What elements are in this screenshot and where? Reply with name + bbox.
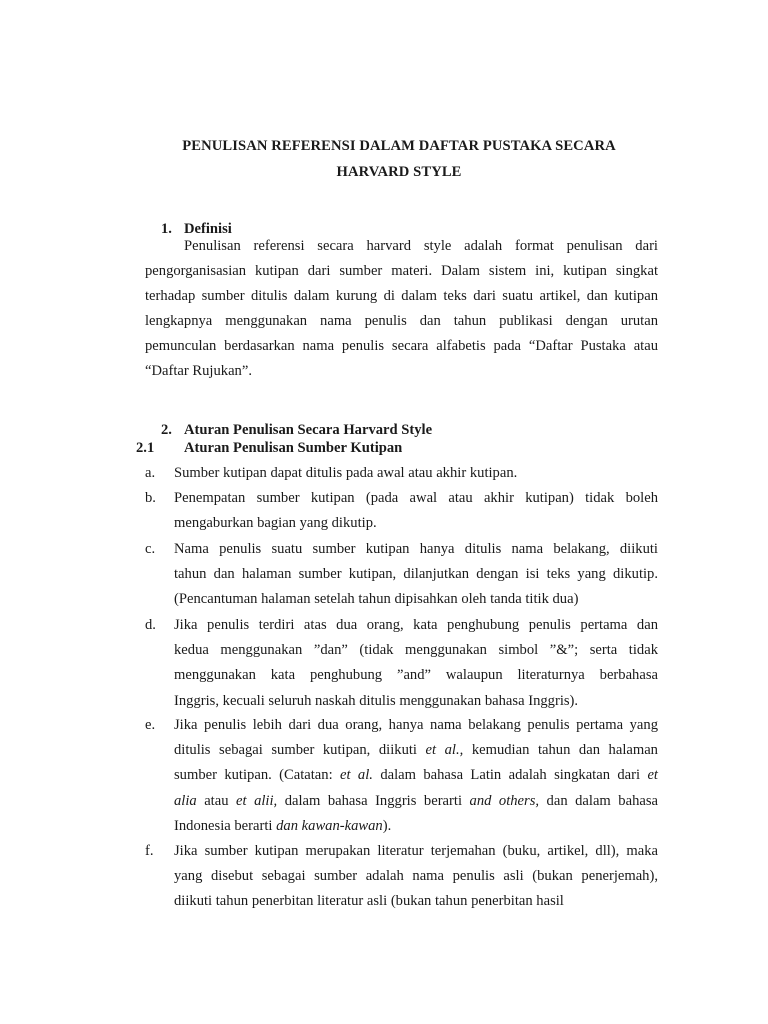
italic-term: and others,	[469, 792, 540, 809]
list-item-line: mengaburkan bagian yang dikutip.	[174, 515, 377, 532]
paragraph-line: terhadap sumber ditulis dalam kurung di dalam teks dari suatu artikel, dan kutipan	[145, 288, 658, 304]
list-item-line	[174, 789, 658, 814]
section-2-number: 2.	[161, 422, 172, 438]
section-2-heading-text: Aturan Penulisan Secara Harvard Style	[184, 422, 433, 438]
list-item-letter: a.	[145, 465, 156, 481]
list-item-line: yang disebut sebagai sumber adalah nama penulis asli (bukan penerjemah),	[174, 868, 658, 885]
italic-term: et alii,	[236, 792, 278, 809]
list-item-body	[174, 461, 658, 486]
list-item-line: menggunakan kata penghubung ”and” walaupun literaturnya berbahasa	[174, 667, 658, 684]
section-2-1-heading-text: Aturan Penulisan Sumber Kutipan	[184, 440, 403, 456]
list-item-letter: d.	[145, 617, 156, 633]
text-segment: dalam bahasa Latin adalah singkatan dari	[372, 767, 648, 784]
list-item-body	[174, 839, 658, 915]
list-item-letter: f.	[145, 843, 154, 859]
list-item-letter: b.	[145, 490, 156, 506]
list-item-line: (Pencantuman halaman setelah tahun dipisahkan oleh tanda titik dua)	[174, 591, 579, 608]
list-item-body	[174, 713, 658, 839]
list-item-line: Nama penulis suatu sumber kutipan hanya ditulis nama belakang, diikuti	[174, 541, 658, 557]
document-title-line-2: HARVARD STYLE	[336, 164, 462, 180]
section-2-1-number: 2.1	[136, 440, 155, 456]
list-item-body	[174, 486, 658, 536]
list-item-line: diikuti tahun penerbitan literatur asli (bukan tahun penerbitan hasil	[174, 893, 564, 910]
list-item-line: kedua menggunakan ”dan” (tidak menggunakan simbol ”&”; serta tidak	[174, 642, 658, 659]
text-segment: kemudian tahun dan halaman	[463, 742, 658, 759]
text-segment: dan dalam bahasa	[539, 792, 659, 809]
list-item-body	[174, 537, 658, 613]
italic-term: et al.	[340, 767, 373, 784]
paragraph-line: “Daftar Rujukan”.	[145, 363, 252, 379]
italic-term: dan kawan-kawan	[276, 817, 383, 834]
list-item-line: tahun dan halaman sumber kutipan, dilanjutkan dengan isi teks yang dikutip.	[174, 566, 658, 583]
list-item-line: Sumber kutipan dapat ditulis pada awal atau akhir kutipan.	[174, 465, 518, 481]
list-item-line	[174, 713, 658, 738]
text-segment: Indonesia berarti	[174, 817, 277, 834]
section-2-heading	[161, 422, 432, 439]
text-segment: ditulis sebagai sumber kutipan, diikuti	[174, 742, 426, 759]
section-1-number: 1.	[161, 221, 172, 237]
list-item-line: Penempatan sumber kutipan (pada awal atau akhir kutipan) tidak boleh	[174, 490, 658, 506]
section-1-heading-text: Definisi	[184, 221, 232, 237]
paragraph-line: pengorganisasian kutipan dari sumber materi. Dalam sistem ini, kutipan singkat	[145, 263, 658, 279]
list-item-line: Inggris, kecuali seluruh naskah ditulis menggunakan bahasa Inggris).	[174, 692, 579, 709]
list-item-letter: e.	[145, 717, 156, 733]
italic-term: et al.,	[425, 742, 464, 759]
definition-paragraph	[145, 234, 658, 384]
italic-term: alia	[174, 792, 197, 809]
paragraph-line: lengkapnya menggunakan nama penulis dan tahun publikasi dengan urutan	[145, 313, 658, 329]
text-segment: sumber kutipan. (Catatan:	[174, 767, 341, 784]
paragraph-line: pemunculan berdasarkan nama penulis secara alfabetis pada “Daftar Pustaka atau	[145, 338, 658, 354]
list-item-line	[174, 763, 658, 788]
text-segment: ).	[382, 817, 392, 834]
list-item-letter: c.	[145, 541, 156, 557]
text-segment: Jika penulis lebih dari dua orang, hanya nama belakang penulis pertama yang	[174, 717, 658, 733]
paragraph-line: Penulisan referensi secara harvard style adalah format penulisan dari	[184, 238, 658, 254]
text-segment: dalam bahasa Inggris berarti	[277, 792, 470, 809]
list-item-line	[174, 814, 658, 839]
list-item-line: Jika sumber kutipan merupakan literatur terjemahan (buku, artikel, dll), maka	[174, 843, 658, 859]
document-title-line-1: PENULISAN REFERENSI DALAM DAFTAR PUSTAKA SECARA	[182, 138, 616, 154]
list-item-line: Jika penulis terdiri atas dua orang, kata penghubung penulis pertama dan	[174, 617, 658, 633]
list-item-line	[174, 738, 658, 763]
section-2-1-heading	[136, 440, 402, 457]
italic-term: et	[647, 767, 658, 784]
list-item-body	[174, 613, 658, 714]
text-segment: atau	[196, 792, 237, 809]
